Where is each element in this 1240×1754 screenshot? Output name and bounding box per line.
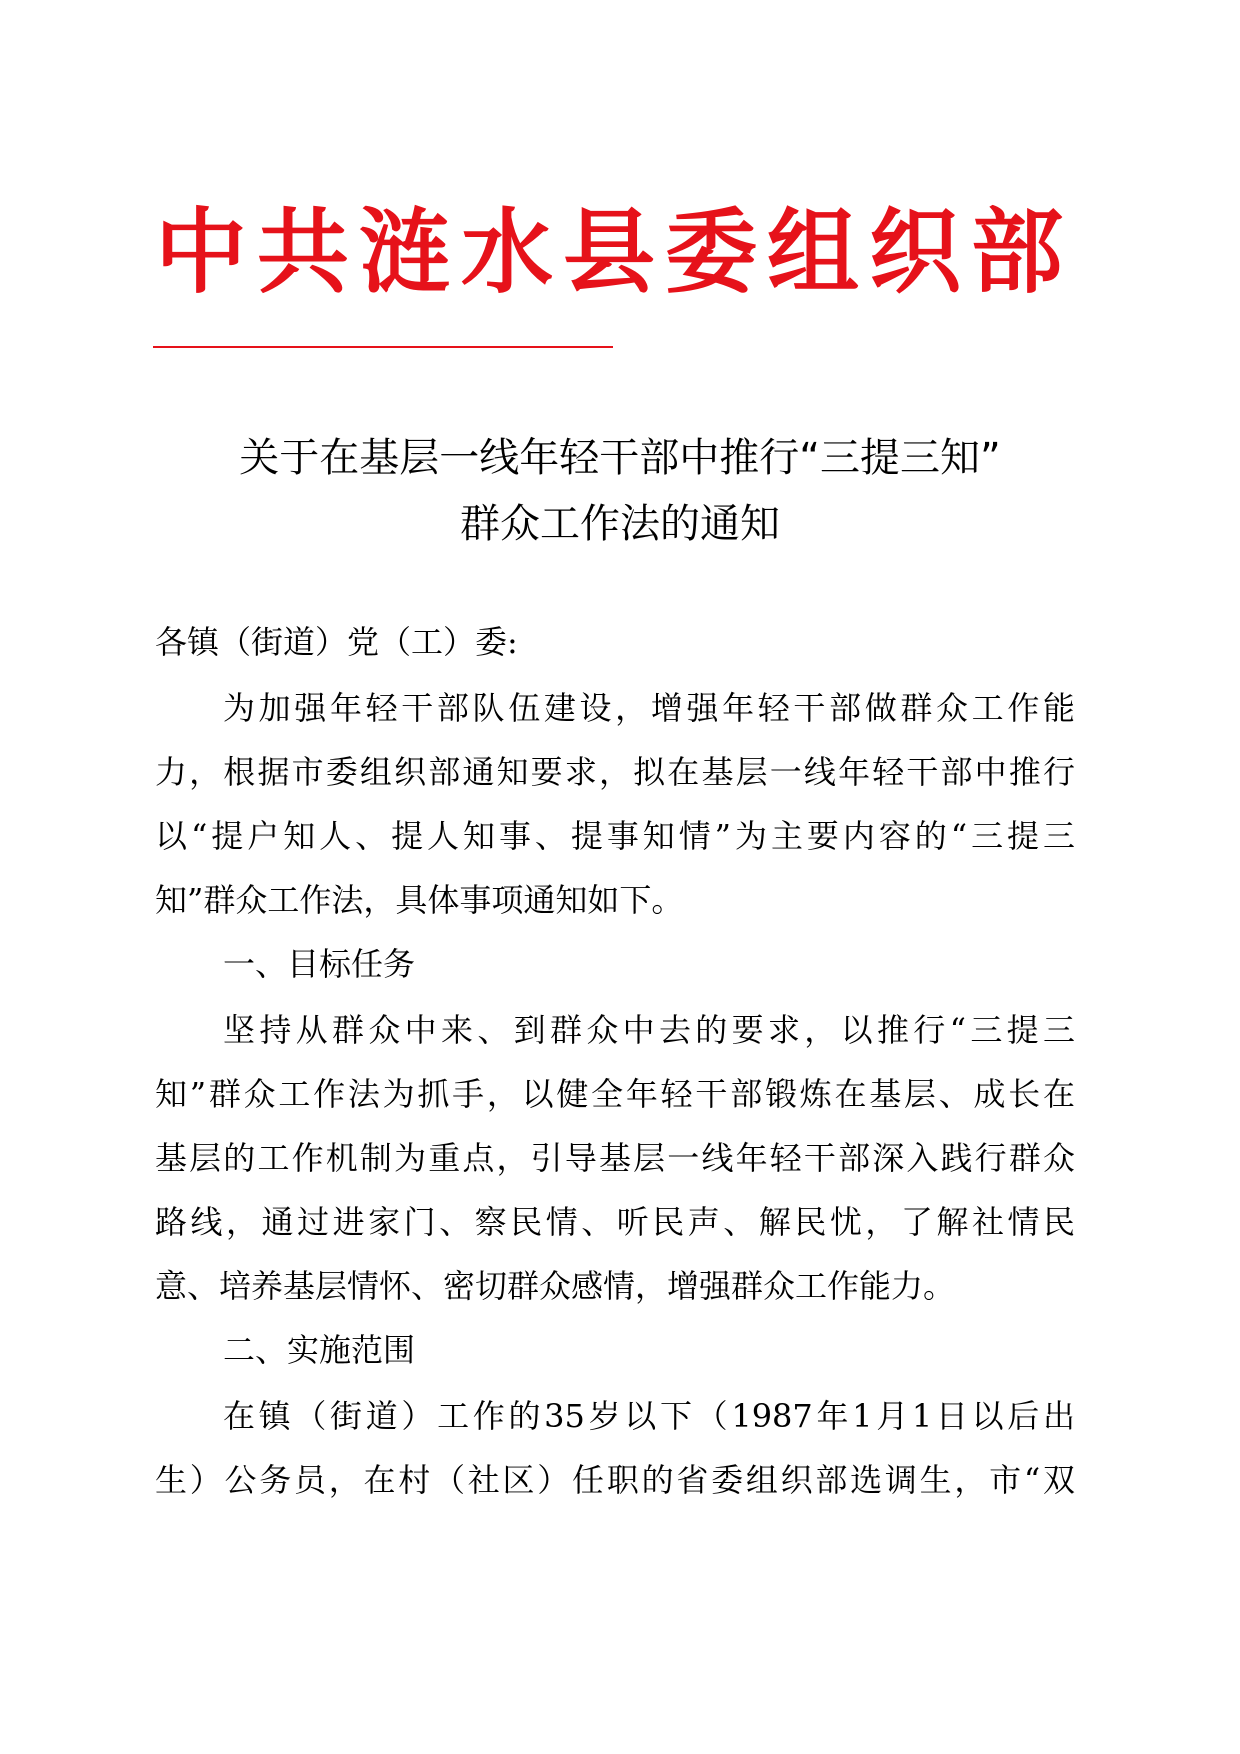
intro-line: 力，根据市委组织部通知要求，拟在基层一线年轻干部中推行 xyxy=(155,753,1075,791)
section-1-line: 基层的工作机制为重点，引导基层一线年轻干部深入践行群众 xyxy=(155,1139,1075,1177)
section-1-line: 坚持从群众中来、到群众中去的要求，以推行“三提三 xyxy=(223,1011,1075,1049)
org-header: 中共涟水县委组织部 xyxy=(155,199,1074,306)
section-2-line: 生）公务员，在村（社区）任职的省委组织部选调生，市“双 xyxy=(155,1461,1075,1499)
section-2-line: 在镇（街道）工作的35岁以下（1987年1月1日以后出 xyxy=(223,1397,1075,1435)
intro-line: 以“提户知人、提人知事、提事知情”为主要内容的“三提三 xyxy=(155,817,1075,855)
document-title-line-2: 群众工作法的通知 xyxy=(460,501,780,547)
document-title-line-1: 关于在基层一线年轻干部中推行“三提三知” xyxy=(239,435,1001,481)
intro-line: 知”群众工作法，具体事项通知如下。 xyxy=(155,881,684,919)
section-1-heading: 一、目标任务 xyxy=(223,945,416,983)
intro-line: 为加强年轻干部队伍建设，增强年轻干部做群众工作能 xyxy=(223,689,1075,727)
section-1-line: 路线，通过进家门、察民情、听民声、解民忧，了解社情民 xyxy=(155,1203,1075,1241)
salutation: 各镇（街道）党（工）委: xyxy=(155,623,518,661)
header-divider xyxy=(153,346,613,348)
section-1-line: 知”群众工作法为抓手，以健全年轻干部锻炼在基层、成长在 xyxy=(155,1075,1075,1113)
section-1-line: 意、培养基层情怀、密切群众感情，增强群众工作能力。 xyxy=(155,1267,956,1305)
section-2-heading: 二、实施范围 xyxy=(223,1331,416,1369)
